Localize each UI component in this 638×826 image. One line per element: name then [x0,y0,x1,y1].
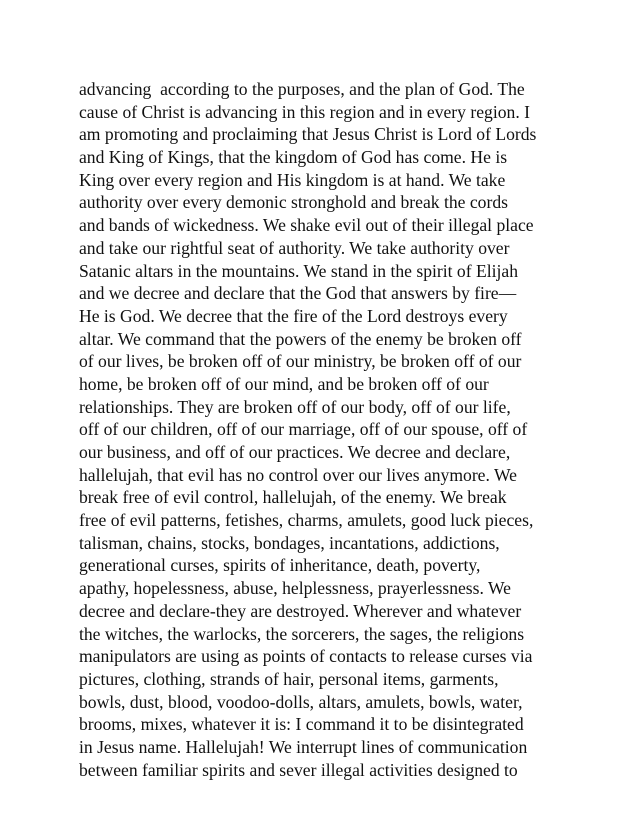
text-line: brooms, mixes, whatever it is: I command it to be disintegrated [79,714,524,735]
text-line: and King of Kings, that the kingdom of God has come. He is [79,147,508,168]
text-line: our business, and off of our practices. We decree and declare, [79,442,511,462]
text-line: relationships. They are broken off of our body, off of our life, [79,396,511,417]
text-line: and we decree and declare that the God that answers by fire— [79,283,517,304]
text-line: manipulators are using as points of contacts to release curses via [79,646,533,667]
text-line: hallelujah, that evil has no control over our lives anymore. We [79,464,517,485]
text-line: advancing according to the purposes, and the plan of God. The [79,79,525,99]
text-line: decree and declare-they are destroyed. Wherever and whatever [79,600,522,621]
text-line: off of our children, off of our marriage, off of our spouse, off of [79,419,528,440]
text-line: generational curses, spirits of inheritance, death, poverty, [79,555,481,576]
text-line: break free of evil control, hallelujah, of the enemy. We break [79,487,507,508]
text-line: between familiar spirits and sever illegal activities designed to [79,759,518,780]
text-line: authority over every demonic stronghold and break the cords [79,192,508,213]
text-line: King over every region and His kingdom is at hand. We take [79,169,506,190]
text-line: cause of Christ is advancing in this region and in every region. I [79,101,530,122]
body-text [79,78,579,781]
text-line: apathy, hopelessness, abuse, helplessness, prayerlessness. We [79,578,511,599]
text-line: the witches, the warlocks, the sorcerers, the sages, the religions [79,623,525,644]
text-line: in Jesus name. Hallelujah! We interrupt lines of communication [79,736,528,757]
text-line: talisman, chains, stocks, bondages, incantations, addictions, [79,532,500,553]
text-line: bowls, dust, blood, voodoo-dolls, altars, amulets, bowls, water, [79,691,523,712]
text-line: He is God. We decree that the fire of the Lord destroys every [79,305,508,326]
text-line: am promoting and proclaiming that Jesus Christ is Lord of Lords [79,124,537,145]
text-line: and bands of wickedness. We shake evil out of their illegal place [79,215,534,236]
text-line: free of evil patterns, fetishes, charms, amulets, good luck pieces, [79,510,534,531]
text-line: and take our rightful seat of authority. We take authority over [79,237,510,258]
text-line: Satanic altars in the mountains. We stand in the spirit of Elijah [79,260,518,281]
text-line: home, be broken off of our mind, and be broken off of our [79,373,489,394]
text-line: of our lives, be broken off of our ministry, be broken off of our [79,351,522,372]
text-line: pictures, clothing, strands of hair, personal items, garments, [79,668,499,689]
text-line: altar. We command that the powers of the enemy be broken off [79,328,522,349]
